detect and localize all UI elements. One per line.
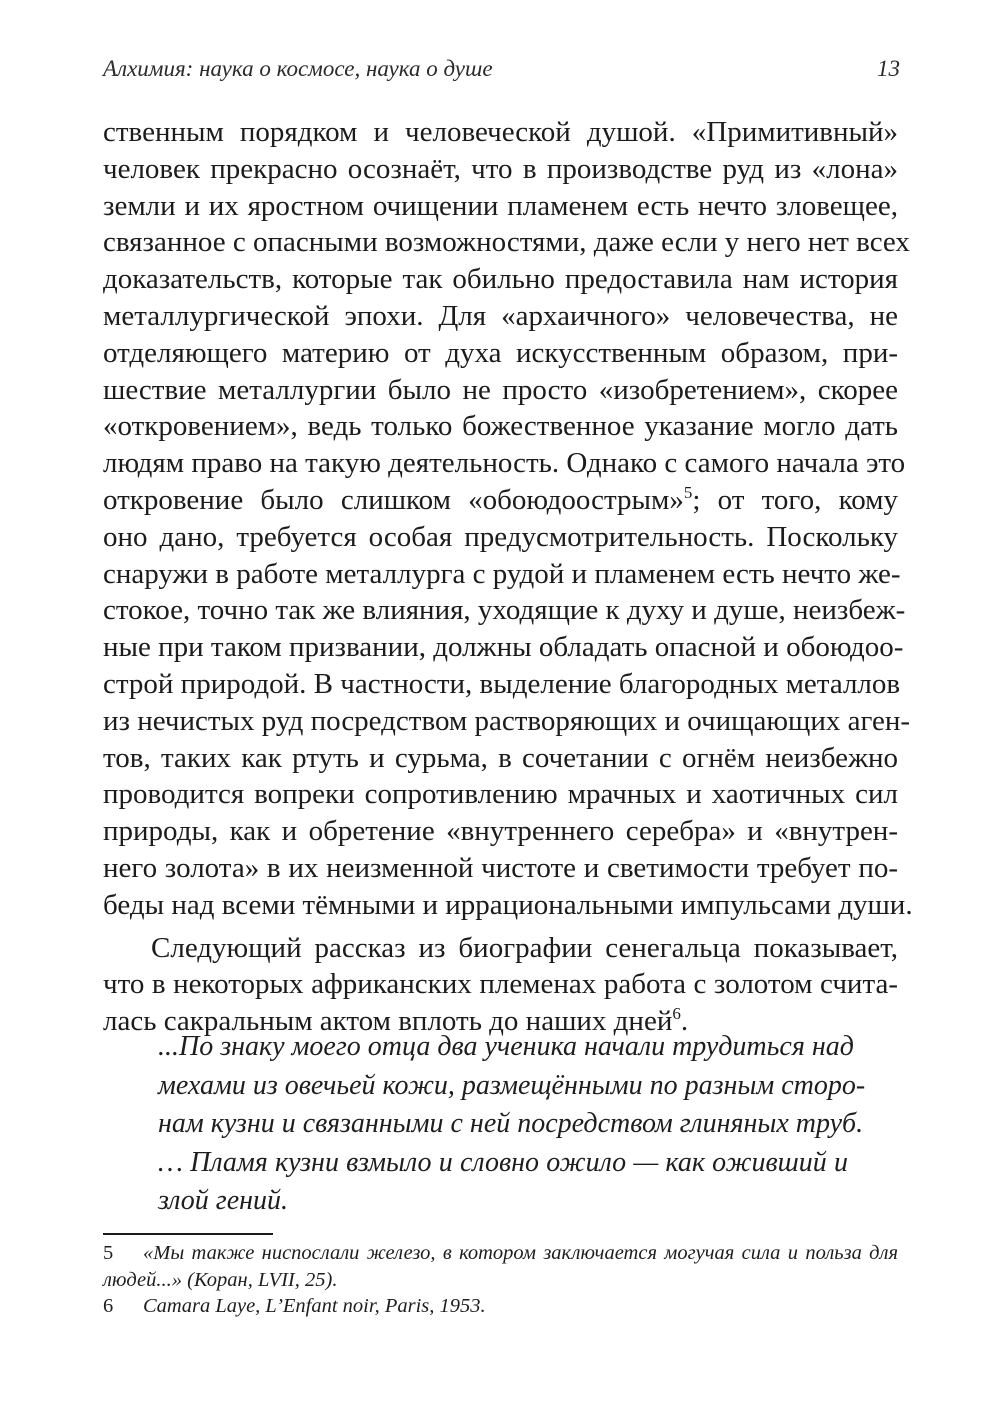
footnote-5-continued: людей...» (Коран, LVII, 25). (103, 1268, 338, 1291)
text-segment: . (680, 1005, 689, 1038)
footnotes (103, 1240, 898, 1320)
footnote-text: Camara Laye, L’Enfant noir, Paris, 1953. (143, 1295, 486, 1317)
text-line: из нечистых руд посредством растворяющих и очищающих аген- (103, 704, 911, 737)
text-line: человек прекрасно осознаёт, что в производстве руд из «лона» (103, 152, 898, 185)
footnote-5 (103, 1240, 898, 1267)
text-segment: ; от того, кому (692, 483, 898, 516)
text-line: проводится вопреки сопротивлению мрачных и хаотичных сил (103, 778, 898, 811)
text-line: тов, таких как ртуть и сурьма, в сочетании с огнём неизбежно (103, 741, 898, 774)
text-line: металлургической эпохи. Для «архаичного» человечества, не (103, 299, 898, 332)
footnote-number: 6 (103, 1295, 114, 1317)
text-line: что в некоторых африканских племенах работа с золотом счита- (103, 968, 898, 1001)
text-line: природы, как и обретение «внутреннего серебра» и «внутрен- (103, 815, 898, 848)
quote-line: нам кузни и связанными с ней посредством глиняных труб. (158, 1108, 864, 1139)
text-line: земли и их яростном очищении пламенем есть нечто зловещее, (103, 189, 898, 222)
text-line: него золота» в их неизменной чистоте и светимости требует по- (103, 851, 898, 884)
text-line: беды над всеми тёмными и иррациональными импульсами души. (103, 888, 913, 921)
text-line: ные при таком призвании, должны обладать опасной и обоюдоо- (103, 631, 904, 664)
footnote-number: 5 (103, 1242, 114, 1264)
text-line: людям право на такую деятельность. Однако с самого начала это (103, 447, 906, 480)
quote-line: ...По знаку моего отца два ученика начали трудиться над (158, 1031, 854, 1062)
text-line: отделяющего материю от духа искусственным образом, при- (103, 336, 898, 369)
running-header (103, 56, 900, 88)
quote-line: … Пламя кузни взмыло и словно ожило — как оживший и (158, 1146, 848, 1178)
text-line: связанное с опасными возможностями, даже если у него нет всех (103, 226, 910, 259)
text-line: шествие металлургии было не просто «изобретением», скорее (103, 373, 898, 406)
text-segment: откровение было слишком «обоюдоострым» (103, 483, 684, 516)
footnote-divider (103, 1233, 273, 1235)
main-text (103, 114, 913, 1040)
page-number: 13 (877, 56, 900, 81)
quote-line: мехами из овечьей кожи, размещёнными по разным сторо- (158, 1069, 866, 1101)
running-title: Алхимия: наука о космосе, наука о душе (103, 56, 493, 81)
text-line: снаружи в работе металлурга с рудой и пламенем есть нечто же- (103, 557, 901, 590)
quote-line: злой гений. (158, 1185, 289, 1216)
text-line: Следующий рассказ из биографии сенегальца показывает, (151, 931, 898, 964)
text-line-with-footnote (103, 482, 898, 519)
text-line: строй природой. В частности, выделение благородных металлов (103, 667, 901, 700)
footnote-text: «Мы также ниспослали железо, в котором заключается могучая сила и польза для (143, 1242, 898, 1264)
text-line: доказательств, которые так обильно предоставила нам история (103, 263, 898, 296)
text-line: «откровением», ведь только божественное указание могло дать (103, 410, 898, 443)
block-quote (158, 1028, 866, 1221)
footnote-ref-6[interactable]: 6 (672, 1004, 681, 1024)
text-line: стокое, точно так же влияния, уходящие к духу и душе, неизбеж- (103, 594, 906, 627)
footnote-6 (103, 1293, 898, 1320)
footnote-ref-5[interactable]: 5 (683, 482, 693, 502)
text-line: оно дано, требуется особая предусмотрительность. Поскольку (103, 520, 898, 553)
text-segment: лась сакральным актом вплоть до наших дней (103, 1005, 673, 1038)
text-line: ственным порядком и человеческой душой. «Примитивный» (103, 116, 898, 148)
